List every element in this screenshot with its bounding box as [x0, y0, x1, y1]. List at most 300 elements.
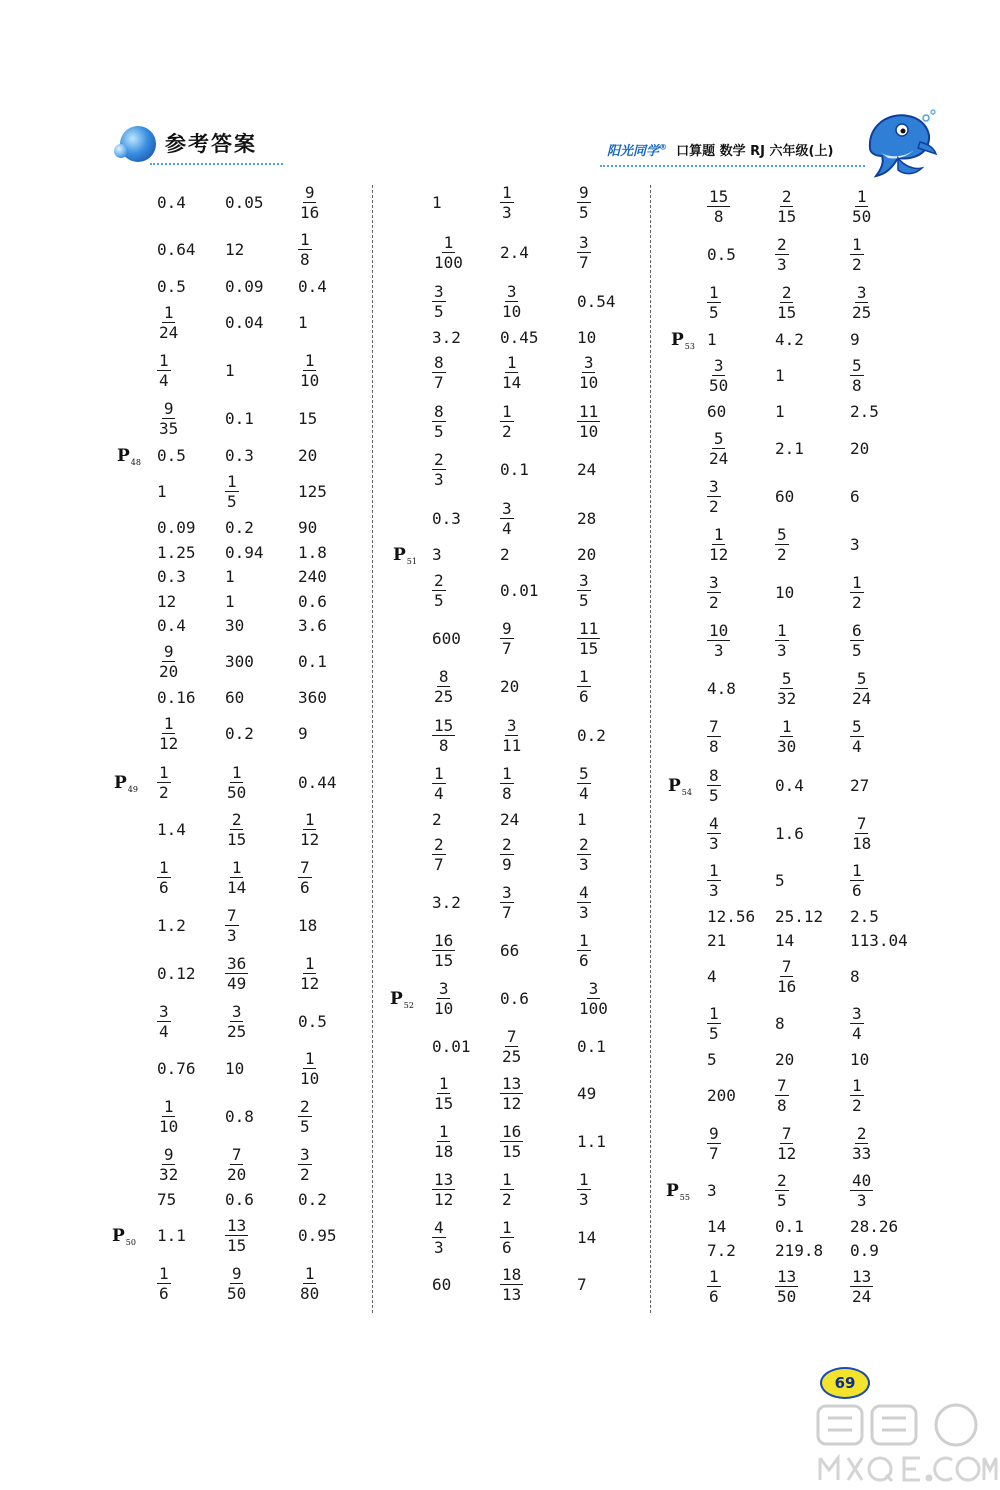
- numerator: 15: [434, 716, 454, 735]
- answer-fraction: [432, 452, 446, 488]
- answer-value: 0.2: [298, 1190, 327, 1209]
- fraction: [157, 860, 171, 896]
- denominator: 3: [579, 903, 589, 922]
- denominator: 15: [227, 830, 247, 849]
- answer-value: 60: [707, 402, 727, 421]
- numerator: 1: [709, 861, 719, 880]
- denominator: 15: [227, 1236, 247, 1255]
- numerator: 3: [588, 979, 599, 998]
- answer-fraction: [432, 355, 446, 391]
- answer-fraction: [298, 1147, 312, 1183]
- numerator: 1: [163, 1097, 174, 1116]
- denominator: 50: [709, 376, 729, 395]
- fraction: [298, 1051, 321, 1087]
- denominator: 18: [434, 1142, 454, 1161]
- answer-fraction: [157, 644, 180, 680]
- answer-fraction: [432, 837, 446, 873]
- answer-fraction: [500, 284, 523, 320]
- denominator: 15: [777, 303, 797, 322]
- denominator: 8: [777, 1096, 787, 1115]
- answer-fraction: [577, 981, 610, 1017]
- fraction: [775, 237, 789, 273]
- numerator: 13: [227, 1216, 247, 1235]
- answer-fraction: [432, 1172, 455, 1208]
- header-left-divider: [150, 163, 283, 165]
- answer-value: 3: [707, 1181, 717, 1200]
- answer-fraction: [500, 501, 514, 537]
- answer-fraction: [500, 621, 514, 657]
- denominator: 50: [227, 1284, 247, 1303]
- answer-value: 200: [707, 1086, 736, 1105]
- answer-fraction: [432, 981, 455, 1017]
- answer-value: 0.1: [775, 1217, 804, 1236]
- fraction: [707, 863, 721, 899]
- answer-value: 0.45: [500, 328, 539, 347]
- answer-fraction: [157, 765, 171, 801]
- denominator: 20: [159, 662, 179, 681]
- answer-value: 0.6: [298, 592, 327, 611]
- answer-fraction: [432, 404, 446, 440]
- answer-value: 60: [225, 688, 245, 707]
- fraction: [707, 1269, 721, 1305]
- denominator: 3: [579, 855, 589, 874]
- denominator: 12: [300, 830, 320, 849]
- answer-value: 1: [775, 366, 785, 385]
- answer-fraction: [298, 1099, 312, 1135]
- answer-fraction: [500, 1076, 523, 1112]
- numerator: 11: [579, 619, 599, 638]
- numerator: 13: [852, 1267, 872, 1286]
- numerator: 8: [434, 353, 444, 372]
- fraction: [707, 816, 721, 852]
- numerator: 4: [579, 883, 589, 902]
- denominator: 2: [502, 1190, 512, 1209]
- denominator: 10: [502, 302, 522, 321]
- fraction: [500, 1172, 514, 1208]
- denominator: 10: [434, 999, 454, 1018]
- numerator: 5: [777, 525, 787, 544]
- answer-fraction: [225, 1147, 248, 1183]
- numerator: 2: [300, 1097, 310, 1116]
- denominator: 10: [300, 371, 320, 390]
- answer-fraction: [157, 1147, 180, 1183]
- answer-value: 0.44: [298, 773, 337, 792]
- answer-value: 28: [577, 509, 597, 528]
- denominator: 4: [579, 784, 589, 803]
- fraction: [432, 284, 446, 320]
- numerator: 7: [777, 1076, 787, 1095]
- numerator: 5: [579, 764, 589, 783]
- numerator: 40: [852, 1171, 872, 1190]
- answer-fraction: [225, 1218, 248, 1254]
- numerator: 1: [781, 717, 792, 736]
- denominator: 25: [502, 1047, 522, 1066]
- answer-fraction: [500, 885, 514, 921]
- answer-value: 66: [500, 941, 520, 960]
- denominator: 3: [713, 641, 724, 660]
- fraction: [775, 1126, 798, 1162]
- answer-fraction: [500, 185, 514, 221]
- answer-fraction: [707, 479, 721, 515]
- answer-fraction: [707, 816, 721, 852]
- numerator: 11: [579, 402, 599, 421]
- numerator: 36: [227, 954, 247, 973]
- answer-value: 30: [225, 616, 245, 635]
- fraction: [850, 237, 864, 273]
- fraction: [707, 719, 721, 755]
- fraction: [707, 479, 721, 515]
- answer-fraction: [500, 1267, 523, 1303]
- denominator: 15: [579, 639, 599, 658]
- denominator: 4: [434, 784, 444, 803]
- answer-value: 0.94: [225, 543, 264, 562]
- denominator: 5: [777, 1191, 787, 1210]
- fraction: [500, 1124, 523, 1160]
- denominator: 8: [713, 207, 724, 226]
- answer-value: 360: [298, 688, 327, 707]
- page-label-55: $P_{55}$: [666, 1181, 690, 1202]
- fraction: [298, 860, 312, 896]
- fraction: [157, 1004, 171, 1040]
- numerator: 2: [434, 450, 444, 469]
- answer-fraction: [707, 189, 730, 225]
- answer-value: 4: [707, 967, 717, 986]
- fraction: [432, 452, 446, 488]
- answer-value: 12: [157, 592, 177, 611]
- fraction: [577, 885, 591, 921]
- fraction: [577, 766, 591, 802]
- numerator: 2: [434, 835, 444, 854]
- answer-value: 24: [500, 810, 520, 829]
- fraction: [432, 837, 446, 873]
- numerator: 1: [713, 525, 724, 544]
- fraction: [225, 908, 239, 944]
- answer-fraction: [157, 353, 171, 389]
- answer-value: 0.95: [298, 1226, 337, 1245]
- answer-value: 0.12: [157, 964, 196, 983]
- page-label-54: $P_{54}$: [668, 776, 692, 797]
- answer-fraction: [157, 860, 171, 896]
- answer-value: 0.6: [500, 989, 529, 1008]
- numerator: 1: [304, 1264, 315, 1283]
- answer-fraction: [775, 237, 789, 273]
- denominator: 15: [502, 1142, 522, 1161]
- fraction: [577, 355, 600, 391]
- answer-fraction: [225, 956, 248, 992]
- answer-fraction: [850, 358, 864, 394]
- answer-value: 8: [775, 1014, 785, 1033]
- fraction: [577, 404, 600, 440]
- fraction: [500, 404, 514, 440]
- answer-value: 1: [225, 361, 235, 380]
- answer-fraction: [577, 621, 600, 657]
- fraction: [157, 644, 180, 680]
- denominator: 25: [434, 687, 454, 706]
- denominator: 50: [852, 207, 872, 226]
- numerator: 1: [506, 353, 517, 372]
- numerator: 13: [434, 1170, 454, 1189]
- answer-value: 0.01: [500, 581, 539, 600]
- denominator: 4: [502, 519, 512, 538]
- fraction: [577, 837, 591, 873]
- answer-value: 1.4: [157, 820, 186, 839]
- numerator: 2: [579, 835, 589, 854]
- answer-value: 2.1: [775, 439, 804, 458]
- numerator: 1: [852, 235, 862, 254]
- denominator: 32: [159, 1165, 179, 1184]
- denominator: 12: [159, 734, 179, 753]
- answer-fraction: [850, 575, 864, 611]
- answer-value: 0.64: [157, 240, 196, 259]
- numerator: 1: [502, 1170, 512, 1189]
- answer-fraction: [577, 933, 591, 969]
- fraction: [500, 766, 514, 802]
- fraction: [850, 671, 873, 707]
- numerator: 1: [856, 187, 867, 206]
- answer-value: 0.01: [432, 1037, 471, 1056]
- answer-value: 10: [225, 1059, 245, 1078]
- answer-value: 1: [707, 330, 717, 349]
- denominator: 14: [502, 373, 522, 392]
- fraction: [225, 1147, 248, 1183]
- denominator: 11: [502, 736, 522, 755]
- denominator: 8: [300, 250, 310, 269]
- fraction: [157, 1099, 180, 1135]
- numerator: 3: [709, 573, 719, 592]
- denominator: 5: [579, 203, 589, 222]
- answer-value: 2: [500, 545, 510, 564]
- answer-value: 0.2: [577, 726, 606, 745]
- denominator: 14: [227, 878, 247, 897]
- fraction: [432, 1124, 455, 1160]
- answer-value: 4.8: [707, 679, 736, 698]
- fraction: [298, 353, 321, 389]
- denominator: 7: [502, 903, 512, 922]
- column-separator-2: [650, 185, 651, 1313]
- fraction: [707, 1126, 721, 1162]
- denominator: 5: [709, 303, 719, 322]
- small-ball-icon: [114, 144, 128, 158]
- answer-value: 10: [775, 583, 795, 602]
- answer-fraction: [577, 355, 600, 391]
- numerator: 1: [159, 351, 169, 370]
- numerator: 9: [579, 183, 589, 202]
- answer-value: 0.1: [225, 409, 254, 428]
- fraction: [500, 718, 523, 754]
- denominator: 5: [709, 1024, 719, 1043]
- answer-value: 3: [850, 535, 860, 554]
- numerator: 1: [159, 763, 169, 782]
- numerator: 1: [579, 931, 589, 950]
- answer-fraction: [707, 623, 730, 659]
- answer-value: 25.12: [775, 907, 824, 926]
- fraction: [225, 765, 248, 801]
- fraction: [500, 284, 523, 320]
- fraction: [225, 1218, 248, 1254]
- fraction: [298, 812, 321, 848]
- answer-fraction: [707, 285, 721, 321]
- denominator: 33: [852, 1144, 872, 1163]
- denominator: 2: [159, 783, 169, 802]
- answer-fraction: [577, 235, 591, 271]
- answer-fraction: [577, 1172, 591, 1208]
- numerator: 8: [709, 766, 719, 785]
- answer-fraction: [432, 718, 455, 754]
- numerator: 7: [231, 1145, 242, 1164]
- numerator: 3: [159, 1002, 169, 1021]
- numerator: 1: [300, 230, 310, 249]
- numerator: 3: [506, 716, 517, 735]
- numerator: 1: [443, 233, 454, 252]
- fraction: [850, 816, 873, 852]
- answer-fraction: [500, 1220, 514, 1256]
- fraction: [157, 716, 180, 752]
- answer-fraction: [775, 527, 789, 563]
- answer-value: 4.2: [775, 330, 804, 349]
- fraction: [775, 285, 798, 321]
- numerator: 2: [231, 810, 242, 829]
- denominator: 100: [434, 253, 463, 272]
- fraction: [577, 235, 591, 271]
- fraction: [432, 981, 455, 1017]
- numerator: 3: [709, 477, 719, 496]
- answer-fraction: [432, 669, 455, 705]
- answer-fraction: [707, 1269, 721, 1305]
- fraction: [298, 232, 312, 268]
- fraction: [577, 185, 591, 221]
- fraction: [500, 501, 514, 537]
- answer-value: 2.5: [850, 907, 879, 926]
- answer-value: 0.1: [500, 460, 529, 479]
- fraction: [432, 355, 446, 391]
- fraction: [707, 623, 730, 659]
- fraction: [432, 1076, 455, 1112]
- fraction: [500, 621, 514, 657]
- fraction: [225, 1266, 248, 1302]
- answer-value: 0.09: [225, 277, 264, 296]
- denominator: 6: [300, 878, 310, 897]
- answer-value: 0.3: [432, 509, 461, 528]
- fraction: [707, 527, 730, 563]
- fraction: [577, 621, 600, 657]
- answer-value: 3.2: [432, 893, 461, 912]
- answer-fraction: [577, 404, 600, 440]
- answer-fraction: [157, 1266, 171, 1302]
- denominator: 2: [852, 593, 862, 612]
- answer-value: 27: [850, 776, 870, 795]
- numerator: 2: [434, 571, 444, 590]
- fraction: [707, 768, 721, 804]
- denominator: 5: [852, 641, 862, 660]
- denominator: 7: [502, 639, 512, 658]
- numerator: 1: [159, 858, 169, 877]
- answer-fraction: [298, 185, 321, 221]
- denominator: 5: [579, 591, 589, 610]
- answer-fraction: [577, 766, 591, 802]
- denominator: 100: [579, 999, 608, 1018]
- numerator: 5: [852, 356, 862, 375]
- answer-fraction: [707, 1006, 721, 1042]
- numerator: 3: [579, 233, 589, 252]
- answer-fraction: [850, 1078, 864, 1114]
- denominator: 6: [502, 1238, 512, 1257]
- answer-fraction: [225, 908, 239, 944]
- answer-value: 7.2: [707, 1241, 736, 1260]
- answer-value: 0.5: [707, 245, 736, 264]
- numerator: 9: [163, 1145, 174, 1164]
- numerator: 1: [231, 763, 242, 782]
- fraction: [850, 1269, 873, 1305]
- numerator: 1: [777, 621, 787, 640]
- answer-value: 1.6: [775, 824, 804, 843]
- denominator: 5: [434, 422, 444, 441]
- answer-value: 1: [432, 193, 442, 212]
- answer-fraction: [432, 1124, 455, 1160]
- fraction: [850, 575, 864, 611]
- answer-fraction: [157, 305, 180, 341]
- watermark-logo: [808, 1398, 998, 1486]
- answer-value: 10: [577, 328, 597, 347]
- numerator: 16: [434, 931, 454, 950]
- fraction: [500, 837, 514, 873]
- answer-value: 2.4: [500, 243, 529, 262]
- numerator: 1: [852, 861, 862, 880]
- fraction: [157, 401, 180, 437]
- denominator: 10: [159, 1117, 179, 1136]
- answer-fraction: [157, 401, 180, 437]
- denominator: 6: [579, 687, 589, 706]
- answer-fraction: [577, 573, 591, 609]
- denominator: 6: [159, 878, 169, 897]
- fraction: [432, 669, 455, 705]
- answer-fraction: [850, 189, 873, 225]
- answer-fraction: [850, 237, 864, 273]
- answer-fraction: [298, 860, 312, 896]
- denominator: 4: [159, 371, 169, 390]
- answer-fraction: [577, 837, 591, 873]
- numerator: 2: [777, 235, 787, 254]
- denominator: 4: [852, 737, 862, 756]
- fraction: [850, 1078, 864, 1114]
- answer-fraction: [850, 1006, 864, 1042]
- answer-fraction: [850, 623, 864, 659]
- answer-fraction: [225, 474, 239, 510]
- column-separator-1: [372, 185, 373, 1313]
- numerator: 3: [852, 1004, 862, 1023]
- numerator: 15: [709, 187, 729, 206]
- page-number-badge: 69: [820, 1367, 870, 1399]
- answer-fraction: [775, 1126, 798, 1162]
- fraction: [577, 1172, 591, 1208]
- answer-fraction: [225, 1004, 248, 1040]
- answer-fraction: [432, 284, 446, 320]
- fraction: [500, 1076, 523, 1112]
- fraction: [432, 235, 465, 271]
- answer-value: 0.9: [850, 1241, 879, 1260]
- header-title: 参考答案: [165, 132, 257, 156]
- numerator: 3: [713, 356, 724, 375]
- fraction: [225, 812, 248, 848]
- numerator: 16: [502, 1122, 522, 1141]
- answer-value: 1: [577, 810, 587, 829]
- fraction: [775, 1269, 798, 1305]
- answer-value: 8: [850, 967, 860, 986]
- denominator: 3: [227, 926, 237, 945]
- answer-value: 1: [225, 567, 235, 586]
- answer-fraction: [850, 1126, 873, 1162]
- answer-fraction: [775, 623, 789, 659]
- answer-value: 1.1: [157, 1226, 186, 1245]
